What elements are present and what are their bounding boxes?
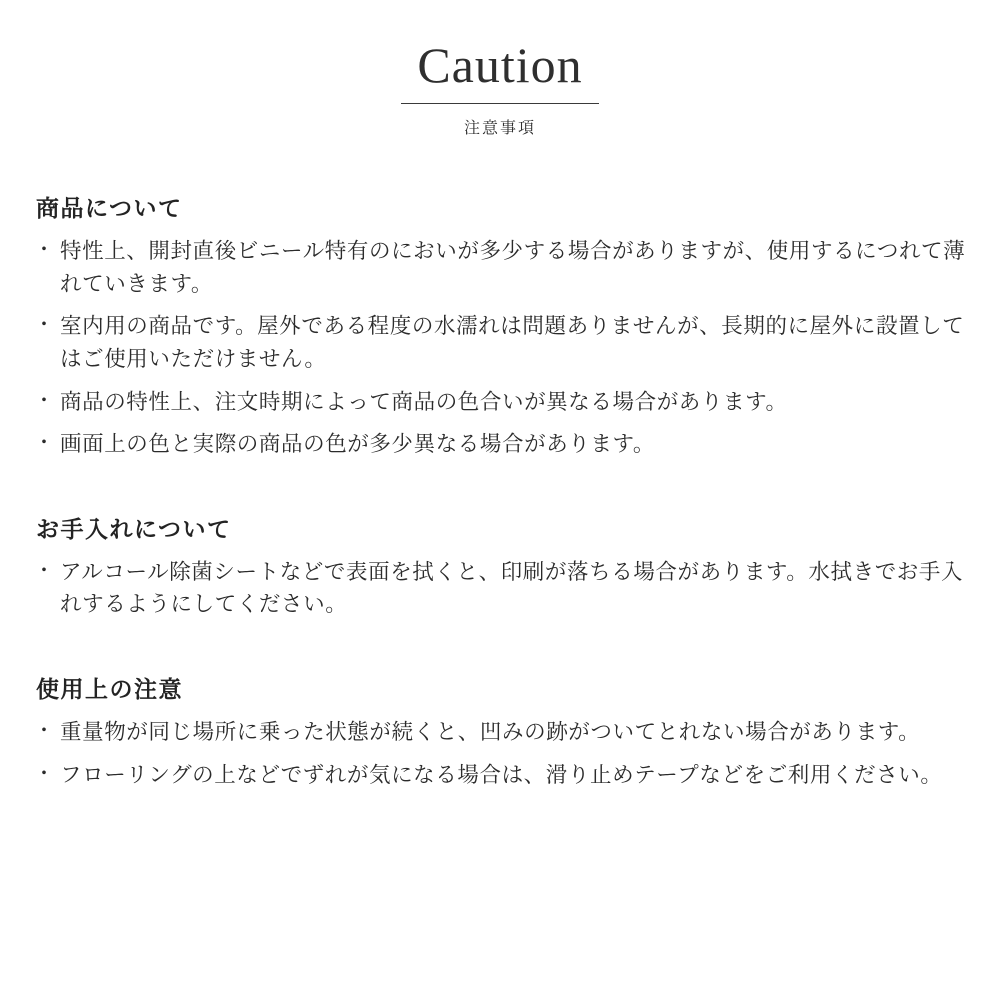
section-bullet-list [34, 556, 966, 621]
list-item [34, 310, 966, 375]
section-product [34, 194, 966, 461]
section-heading: お手入れについて [36, 515, 232, 542]
section-heading: 商品について [36, 195, 183, 221]
bullet-icon: ・ [34, 762, 55, 785]
section-heading: 使用上の注意 [36, 676, 183, 703]
bullet-icon: ・ [34, 432, 55, 455]
list-item-text: 商品の特性上、注文時期によって商品の色合いが異なる場合があります。 [60, 389, 788, 414]
list-item [34, 386, 966, 419]
list-item-text: 室内用の商品です。屋外である程度の水濡れは問題ありませんが、長期的に屋外に設置してはご使用いただけません。 [60, 314, 965, 371]
list-item [34, 759, 966, 792]
list-item-text: 画面上の色と実際の商品の色が多少異なる場合があります。 [60, 432, 655, 457]
page-header [0, 0, 1000, 138]
section-bullet-list [34, 716, 966, 791]
section-care [34, 515, 966, 621]
list-item [34, 556, 966, 621]
page-subtitle: 注意事項 [463, 120, 536, 137]
list-item [34, 716, 966, 749]
section-bullet-list [34, 235, 966, 461]
list-item-text: フローリングの上などでずれが気になる場合は、滑り止めテープなどをご利用ください。 [60, 762, 943, 787]
caution-content [34, 194, 966, 791]
list-item-text: 特性上、開封直後ビニール特有のにおいが多少する場合がありますが、使用するにつれて薄れていきます。 [60, 238, 966, 296]
section-divider-spacer [34, 495, 966, 515]
section-divider-spacer [34, 655, 966, 675]
bullet-icon: ・ [34, 559, 55, 582]
bullet-icon: ・ [34, 720, 55, 743]
list-item-text: 重量物が同じ場所に乗った状態が続くと、凹みの跡がついてとれない場合があります。 [60, 720, 921, 745]
section-usage [34, 675, 966, 791]
bullet-icon: ・ [34, 389, 55, 412]
list-item [34, 235, 966, 300]
list-item [34, 428, 966, 461]
bullet-icon: ・ [34, 238, 55, 261]
page-title: Caution [401, 38, 598, 104]
list-item-text: アルコール除菌シートなどで表面を拭くと、印刷が落ちる場合があります。水拭きでお手入れするようにしてください。 [60, 559, 964, 617]
bullet-icon: ・ [34, 314, 55, 337]
